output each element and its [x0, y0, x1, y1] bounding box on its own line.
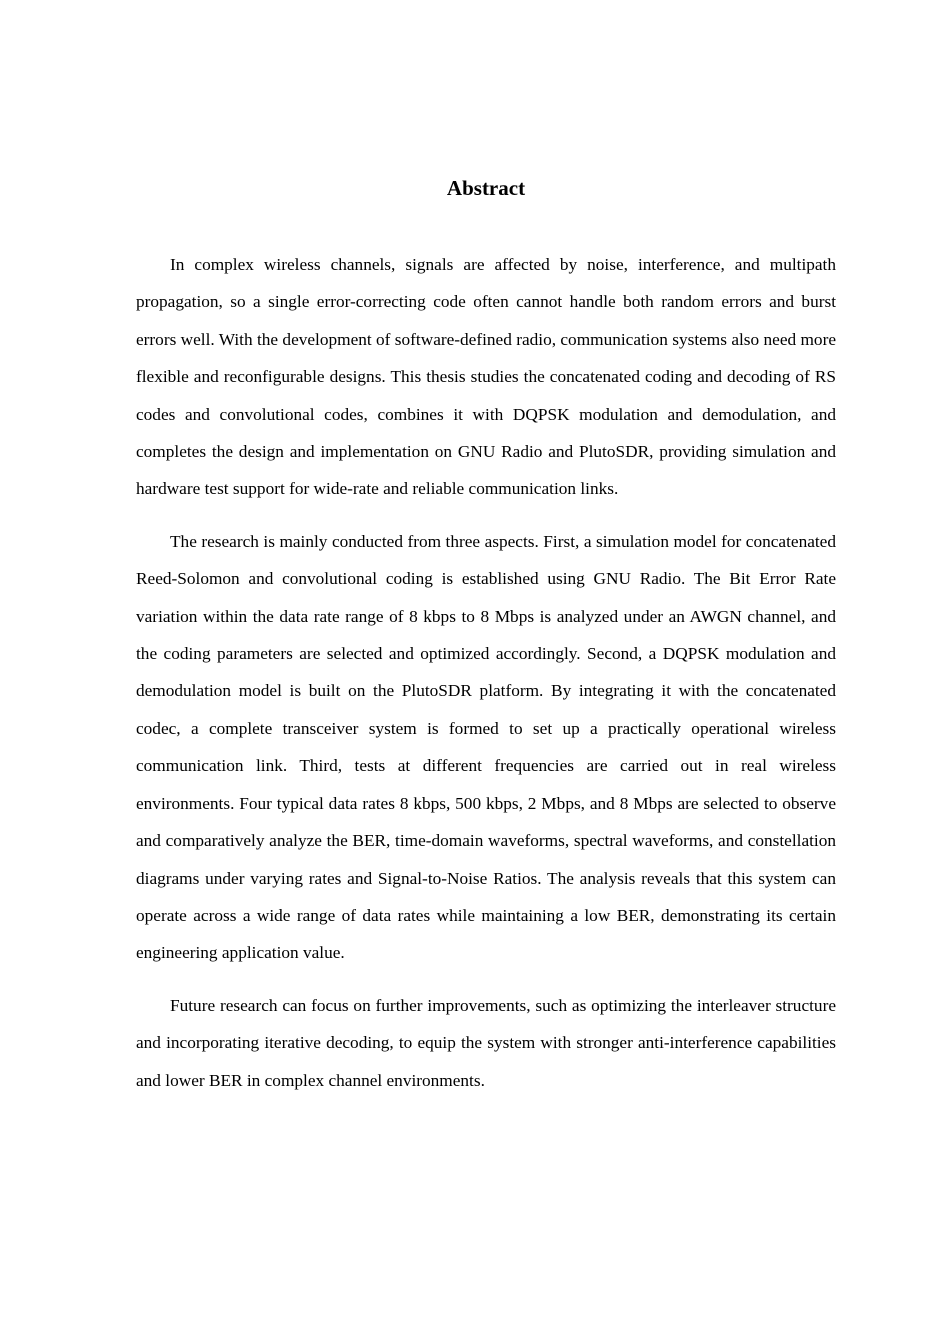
abstract-paragraph-2: The research is mainly conducted from three aspects. First, a simulation model for concatenated Reed-Solomon and convolutional coding is established using GNU Radio. The Bit Error Rate variation within the data rate range of 8 kbps to 8 Mbps is analyzed under an AWGN channel, and the coding parameters are selected and optimized accordingly. Second, a DQPSK modulation and demodulation model is built on the PlutoSDR platform. By integrating it with the concatenated codec, a complete transceiver system is formed to set up a practically operational wireless communication link. Third, tests at different frequencies are carried out in real wireless environments. Four typical data rates 8 kbps, 500 kbps, 2 Mbps, and 8 Mbps are selected to observe and comparatively analyze the BER, time-domain waveforms, spectral waveforms, and constellation diagrams under varying rates and Signal-to-Noise Ratios. The analysis reveals that this system can operate across a wide range of data rates while maintaining a low BER, demonstrating its certain engineering application value. — [136, 531, 836, 963]
abstract-body — [136, 246, 836, 1114]
abstract-paragraph-3: Future research can focus on further improvements, such as optimizing the interleaver structure and incorporating iterative decoding, to equip the system with stronger anti-interference capabilities and lower BER in complex channel environments. — [136, 995, 836, 1090]
page-title: Abstract — [446, 176, 526, 200]
abstract-paragraph-1: In complex wireless channels, signals are affected by noise, interference, and multipath propagation, so a single error-correcting code often cannot handle both random errors and burst errors well. With the development of software-defined radio, communication systems also need more flexible and reconfigurable designs. This thesis studies the concatenated coding and decoding of RS codes and convolutional codes, combines it with DQPSK modulation and demodulation, and completes the design and implementation on GNU Radio and PlutoSDR, providing simulation and hardware test support for wide-rate and reliable communication links. — [136, 255, 836, 499]
